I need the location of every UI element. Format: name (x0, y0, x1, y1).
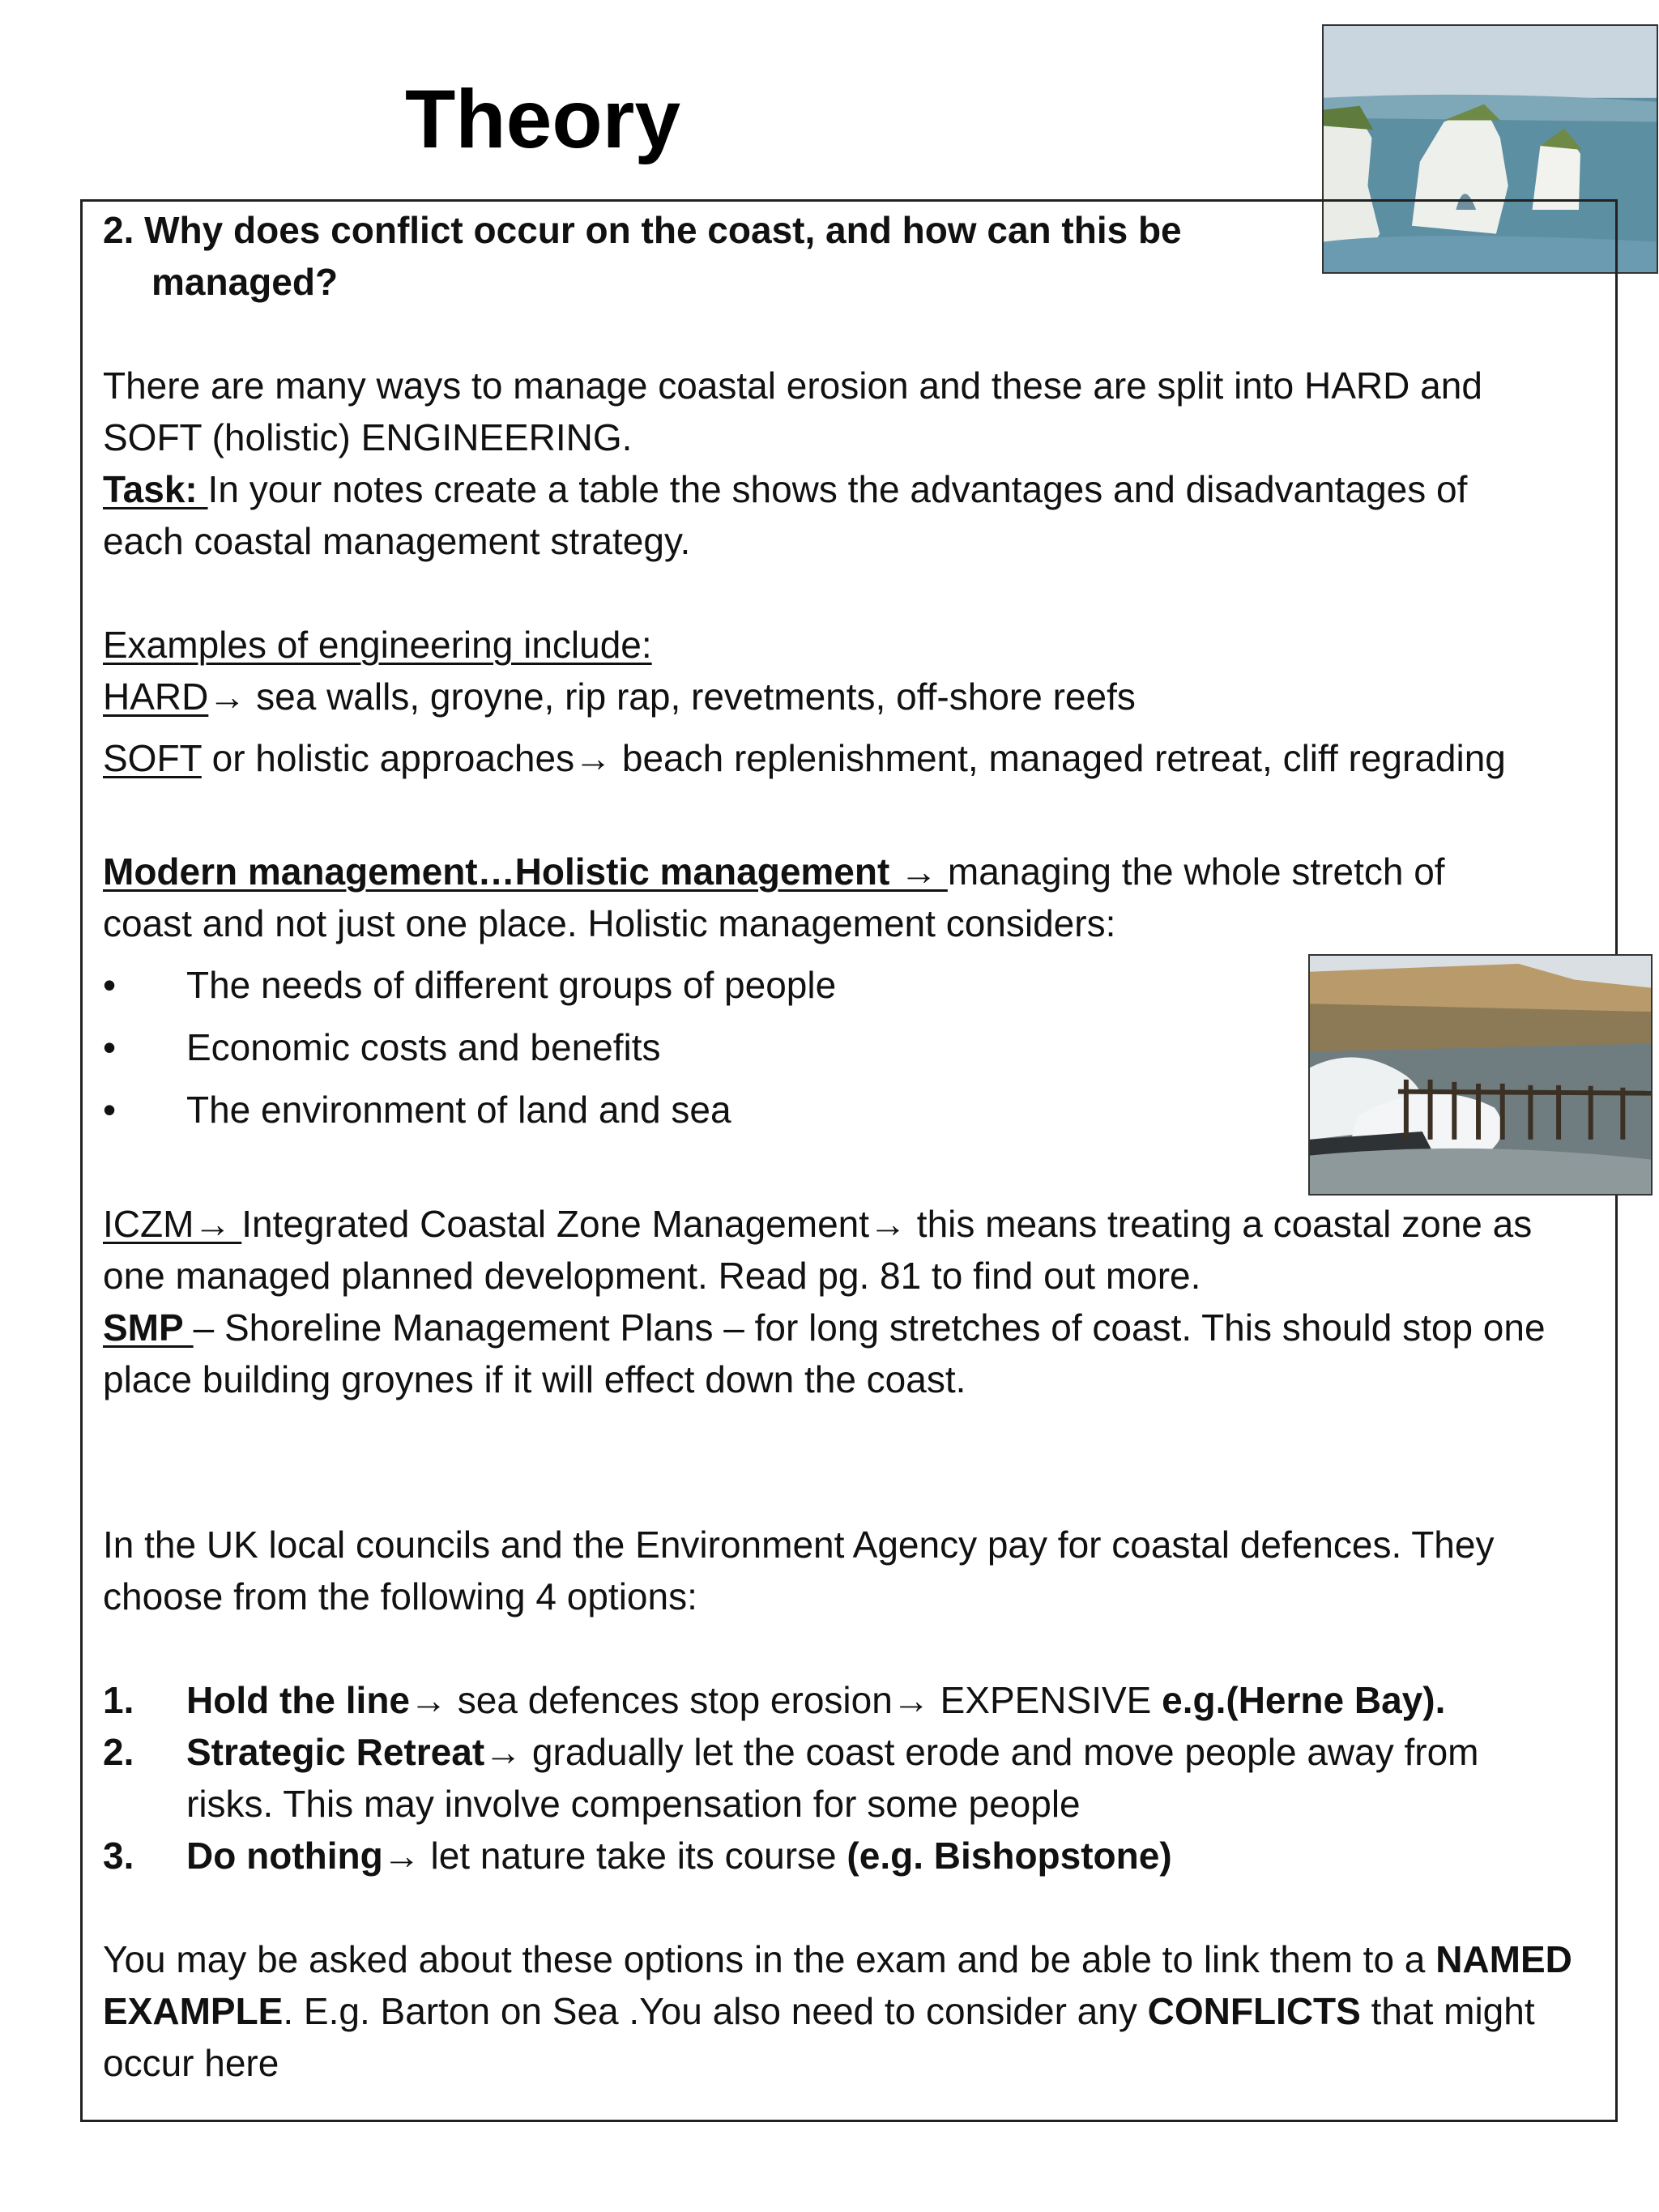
soft-label: SOFT (103, 737, 202, 779)
iczm-paragraph (103, 1198, 1577, 1302)
task-paragraph (103, 463, 1529, 567)
smp-text: – Shoreline Management Plans – for long stretches of coast. This should stop one place building groynes if it will effect down the coast. (103, 1306, 1546, 1400)
question-line-2: managed? (151, 261, 339, 303)
uk-paragraph: In the UK local councils and the Environment Agency pay for coastal defences. They choose from the following 4 options: (103, 1524, 1495, 1617)
named-example-emphasis: NAMED EXAMPLE (103, 1938, 1572, 2032)
iczm-label: ICZM→ (103, 1203, 242, 1245)
soft-text: or holistic approaches→ beach replenishment, managed retreat, cliff regrading (201, 737, 1506, 779)
theory-content (103, 204, 1610, 2089)
smp-paragraph (103, 1302, 1561, 1405)
list-item: • The environment of land and sea (103, 1089, 731, 1131)
list-item: • The needs of different groups of people (103, 964, 837, 1006)
hard-label: HARD (103, 676, 209, 718)
option-strategic-retreat: 2. Strategic Retreat→ gradually let the coast erode and move people away from risks. This may involve compensation for some people (103, 1731, 1479, 1825)
page-title: Theory (405, 73, 681, 165)
question-heading (103, 204, 1610, 308)
smp-label: SMP (103, 1306, 194, 1349)
modern-label: Modern management…Holistic management → (103, 850, 948, 893)
hard-text: → sea walls, groyne, rip rap, revetments, off-shore reefs (208, 676, 1136, 718)
examples-heading: Examples of engineering include: (103, 624, 652, 666)
option-do-nothing: 3. Do nothing→ let nature take its course (e.g. Bishopstone) (103, 1835, 1172, 1877)
modern-text: managing the whole stretch of coast and not just one place. Holistic management considers: (103, 850, 1445, 944)
iczm-text: Integrated Coastal Zone Management→ this means treating a coastal zone as one managed planned development. Read pg. 81 to find out more. (103, 1203, 1533, 1297)
conflicts-emphasis: CONFLICTS (1147, 1990, 1361, 2032)
closing-paragraph: You may be asked about these options in the exam and be able to link them to a NAMED EXAMPLE. E.g. Barton on Sea .You also need to consider any CONFLICTS that might occur here (103, 1938, 1572, 2084)
modern-management-paragraph (103, 846, 1529, 949)
management-options-list (103, 1674, 1610, 1882)
hard-examples (103, 671, 1610, 722)
task-text: In your notes create a table the shows the advantages and disadvantages of each coastal management strategy. (103, 468, 1468, 562)
intro-paragraph: There are many ways to manage coastal erosion and these are split into HARD and SOFT (holistic) ENGINEERING. (103, 364, 1482, 458)
question-line-1: 2. Why does conflict occur on the coast, and how can this be (103, 209, 1182, 251)
soft-examples (103, 732, 1610, 784)
list-item: • Economic costs and benefits (103, 1026, 661, 1068)
holistic-considerations-list (103, 959, 1610, 1136)
task-label: Task: (103, 468, 208, 510)
option-hold-the-line: 1. Hold the line→ sea defences stop erosion→ EXPENSIVE e.g.(Herne Bay). (103, 1679, 1446, 1721)
